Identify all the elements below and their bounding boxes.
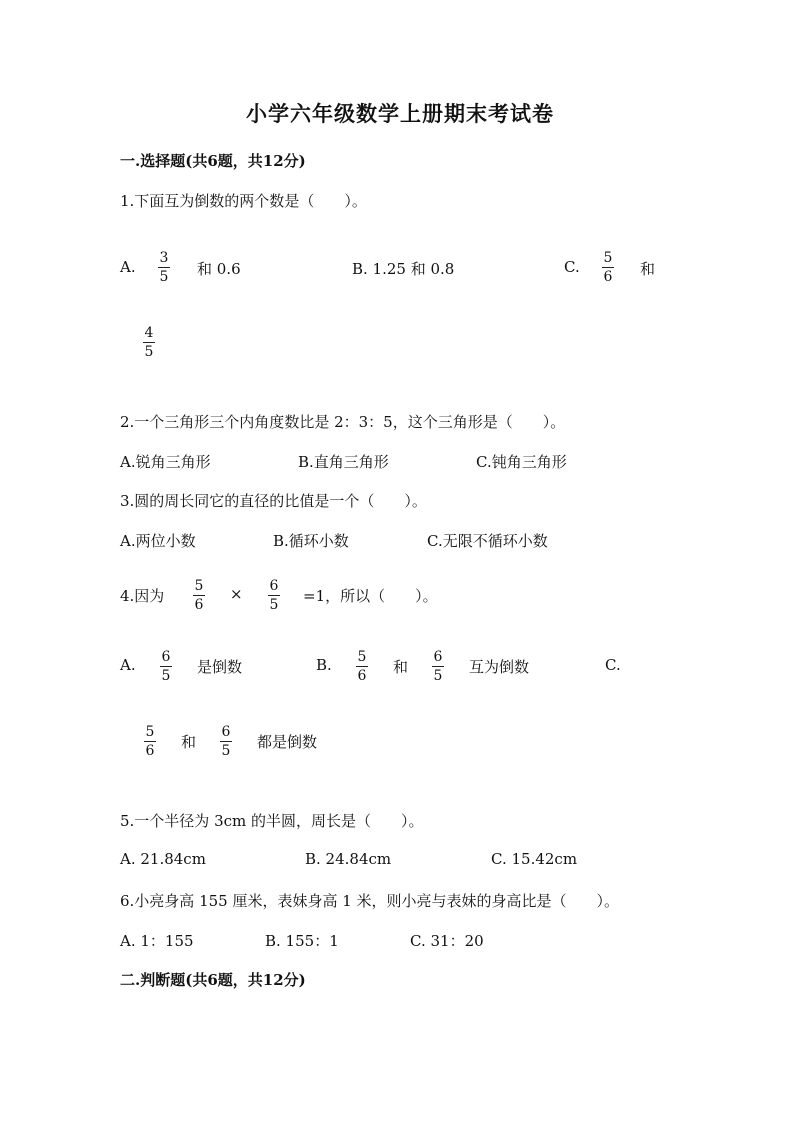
fraction-numerator: 5 (357, 649, 367, 665)
fraction-numerator: 6 (433, 649, 443, 665)
fraction-numerator: 5 (603, 250, 613, 266)
fraction-numerator: 6 (221, 724, 231, 740)
q4-option-c-fraction-1 (144, 724, 156, 759)
fraction-denominator: 5 (433, 668, 443, 684)
q1-option-c-text: 和 (640, 260, 656, 278)
q6-option-a: A. 1：155 (120, 932, 194, 950)
q1-option-c-fraction (602, 250, 614, 285)
fraction-denominator: 6 (603, 269, 613, 285)
q4-option-b-fraction-1 (356, 649, 368, 684)
fraction-denominator: 5 (161, 668, 171, 684)
q1-option-c-fraction-2 (143, 325, 155, 360)
fraction-denominator: 6 (145, 743, 155, 759)
section-heading-judgment: 二.判断题(共6题，共12分) (120, 971, 306, 989)
fraction-bar (160, 666, 172, 667)
fraction-bar (356, 666, 368, 667)
q4-option-a-fraction (160, 649, 172, 684)
page-title: 小学六年级数学上册期末考试卷 (246, 101, 554, 126)
q4-option-c-text: 都是倒数 (257, 733, 318, 751)
fraction-denominator: 6 (194, 597, 204, 613)
q6-option-b: B. 155：1 (265, 932, 339, 950)
q1-option-c-label: C. (564, 258, 580, 276)
question-4-stem-start: 4.因为 (120, 587, 165, 605)
fraction-bar (144, 741, 156, 742)
fraction-bar (143, 342, 155, 343)
q4-option-a-label: A. (120, 656, 136, 674)
fraction-bar (268, 595, 280, 596)
fraction-denominator: 5 (159, 269, 169, 285)
fraction-numerator: 4 (144, 325, 154, 341)
question-1-stem: 1.下面互为倒数的两个数是（ ）。 (120, 192, 367, 210)
fraction-denominator: 5 (144, 344, 154, 360)
q3-option-a: A.两位小数 (120, 532, 196, 550)
q6-option-c: C. 31：20 (410, 932, 484, 950)
fraction-bar (158, 267, 170, 268)
q3-option-c: C.无限不循环小数 (427, 532, 548, 550)
fraction-numerator: 5 (145, 724, 155, 740)
q4-option-b-fraction-2 (432, 649, 444, 684)
question-5-stem: 5.一个半径为 3cm 的半圆，周长是（ ）。 (120, 812, 424, 830)
q4-option-b-mid: 和 (393, 658, 409, 676)
fraction-numerator: 6 (269, 578, 279, 594)
fraction-bar (432, 666, 444, 667)
fraction-bar (193, 595, 205, 596)
q5-option-a: A. 21.84cm (120, 850, 206, 868)
fraction-denominator: 5 (221, 743, 231, 759)
q1-option-a-fraction (158, 250, 170, 285)
question-4-stem-end: =1，所以（ ）。 (303, 587, 438, 605)
fraction-denominator: 6 (357, 668, 367, 684)
q4-option-c-label: C. (605, 656, 621, 674)
question-6-stem: 6.小亮身高 155 厘米，表妹身高 1 米，则小亮与表妹的身高比是（ ）。 (120, 892, 620, 910)
q4-fraction-1 (193, 578, 205, 613)
q2-option-a: A.锐角三角形 (120, 453, 211, 471)
q1-option-a-label: A. (120, 258, 136, 276)
section-heading-choice: 一.选择题(共6题，共12分) (120, 152, 306, 170)
q2-option-b: B.直角三角形 (298, 453, 389, 471)
q4-option-c-mid: 和 (181, 733, 197, 751)
q3-option-b: B.循环小数 (273, 532, 349, 550)
q1-option-b: B. 1.25 和 0.8 (352, 260, 455, 278)
fraction-numerator: 5 (194, 578, 204, 594)
fraction-denominator: 5 (269, 597, 279, 613)
question-3-stem: 3.圆的周长同它的直径的比值是一个（ ）。 (120, 492, 427, 510)
q5-option-c: C. 15.42cm (491, 850, 578, 868)
q4-option-b-label: B. (316, 656, 332, 674)
fraction-numerator: 6 (161, 649, 171, 665)
fraction-numerator: 3 (159, 250, 169, 266)
times-sign: × (230, 585, 243, 603)
q5-option-b: B. 24.84cm (305, 850, 392, 868)
q4-option-a-text: 是倒数 (197, 658, 243, 676)
q4-option-b-text: 互为倒数 (469, 658, 530, 676)
question-2-stem: 2.一个三角形三个内角度数比是 2：3：5，这个三角形是（ ）。 (120, 413, 566, 431)
q1-option-a-text: 和 0.6 (197, 260, 241, 278)
fraction-bar (220, 741, 232, 742)
q4-fraction-2 (268, 578, 280, 613)
fraction-bar (602, 267, 614, 268)
q4-option-c-fraction-2 (220, 724, 232, 759)
q2-option-c: C.钝角三角形 (476, 453, 567, 471)
